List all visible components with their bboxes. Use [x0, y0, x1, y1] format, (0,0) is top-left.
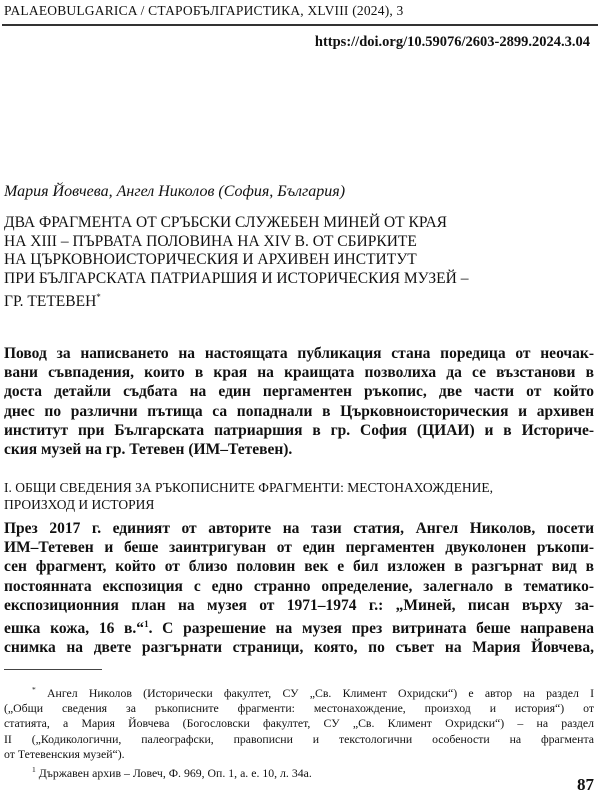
title-line: ДВА ФРАГМЕНТА ОТ СРЪБСКИ СЛУЖЕБЕН МИНЕЙ ОТ КРАЯ: [4, 214, 448, 231]
article-authors: Мария Йовчева, Ангел Николов (София, България): [4, 183, 346, 200]
text-segment: . С разрешение на музея през витрината беше направена: [148, 620, 594, 638]
text-line: [4, 615, 594, 638]
footnote-rule: [4, 669, 102, 670]
intro-paragraph: [4, 344, 594, 459]
section-heading: [4, 479, 594, 513]
text-line: През 2017 г. единият от авторите на тази статия, Ангел Николов, посети: [4, 520, 594, 537]
footnote-mark-star: *: [32, 685, 36, 694]
footnote-line: от Тетевенския музей“).: [4, 746, 125, 761]
text-line: постоянната експозиция с едно странно определение, залегнало в тематико-: [4, 577, 594, 595]
text-line: вани съвпадения, които в края на краищата позволиха да се възстанови в: [4, 364, 594, 382]
title-line: НА XIII – ПЪРВАТА ПОЛОВИНА НА XIV В. ОТ СБИРКИТЕ: [4, 232, 417, 250]
page-number: 87: [577, 775, 594, 794]
footnote-line: („Общи сведения за ръкописните фрагменти: местонахождение, произход и история“) от: [4, 701, 594, 716]
footnote-mark-1: 1: [32, 764, 36, 774]
text-line: доста детайли съдбата на един пергаментен ръкопис, две части от който: [4, 383, 594, 401]
footnote-line: статията, а Мария Йовчева (Богословски факултет, СУ „Св. Климент Охридски“) – на раздел: [4, 716, 594, 731]
heading-line: ПРОИЗХОД И ИСТОРИЯ: [4, 497, 155, 512]
article-title: [4, 214, 594, 312]
footnote-text: Ангел Николов (Исторически факултет, СУ „Св. Климент Охридски“) е автор на раздел I: [46, 685, 594, 700]
title-line: ПРИ БЪЛГАРСКАТА ПАТРИАРШИЯ И ИСТОРИЧЕСКИЯ МУЗЕЙ –: [4, 269, 469, 287]
footnote-text: Държавен архив – Ловеч, Ф. 969, Оп. 1, а. е. 10, л. 34а.: [38, 765, 312, 780]
doi-link[interactable]: https://doi.org/10.59076/2603-2899.2024.3.04: [314, 34, 590, 50]
footnote-line: [4, 682, 594, 701]
footnotes: [4, 682, 594, 781]
title-line: НА ЦЪРКОВНОИСТОРИЧЕСКИЯ И АРХИВЕН ИНСТИТУТ: [4, 251, 417, 269]
section-paragraph: [4, 519, 594, 658]
text-line: сен фрагмент, който от близо половин век е бил изложен в разгърнат вид в: [4, 558, 594, 576]
text-segment: ешка кожа, 16 в.“: [4, 620, 145, 638]
title-footnote-mark[interactable]: *: [96, 292, 101, 303]
text-line: експозиционния план на музея от 1971–1974 г.: „Миней, писан върху за-: [4, 596, 594, 614]
text-line: снимка на двете разгърнати страници, която, по съвет на Мария Йовчева,: [4, 639, 594, 657]
running-head: PALAEOBULGARICA / СТАРОБЪЛГАРИСТИКА, XLVIII (2024), 3: [4, 3, 404, 18]
text-line: ИМ–Тетевен и беше заинтригуван от един пергаментен двуколонен ръкопи-: [4, 539, 594, 557]
footnote-line: II („Кодикологични, палеографски, правописни и текстологични особености на фрагмента: [4, 731, 594, 746]
footnote-1: [4, 762, 594, 781]
title-line-text: ГР. ТЕТЕВЕН: [4, 293, 97, 311]
title-line: [4, 288, 594, 312]
text-line: институт при Българската патриаршия в гр. София (ЦИАИ) и в Историче-: [4, 421, 594, 439]
header-rule: [2, 24, 598, 26]
text-line: ския музей на гр. Тетевен (ИМ–Тетевен).: [4, 441, 293, 459]
text-line: днес по различни пътища са попаднали в Църковноисторическия и архивен: [4, 402, 594, 420]
text-line: Повод за написването на настоящата публикация стана поредица от неочак-: [4, 345, 594, 362]
footnote-ref-1[interactable]: 1: [144, 619, 149, 630]
heading-line: I. ОБЩИ СВЕДЕНИЯ ЗА РЪКОПИСНИТЕ ФРАГМЕНТИ: МЕСТОНАХОЖДЕНИЕ,: [4, 480, 493, 495]
